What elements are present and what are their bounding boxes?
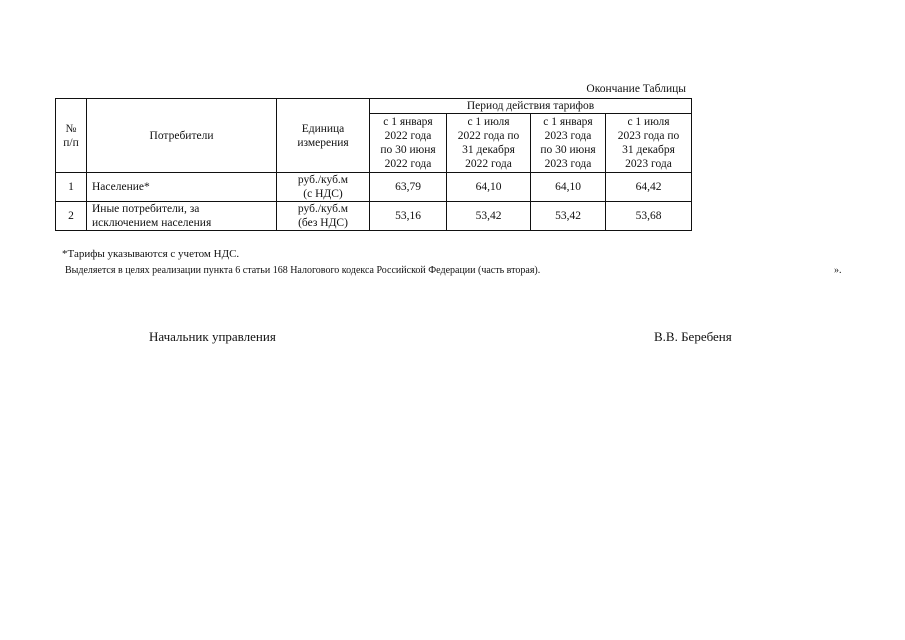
tariff-table (55, 98, 692, 231)
row-value-period-3: 53,42 (531, 202, 606, 231)
header-period-1: с 1 января 2022 года по 30 июня 2022 года (370, 114, 447, 173)
row-unit: руб./куб.м (с НДС) (277, 173, 370, 202)
row-consumer: Иные потребители, за исключением населения (87, 202, 277, 231)
vat-footnote: *Тарифы указываются с учетом НДС. (62, 248, 240, 260)
table-caption: Окончание Таблицы (586, 83, 686, 95)
header-unit: Единица измерения (277, 99, 370, 173)
row-value-period-1: 63,79 (370, 173, 447, 202)
row-value-period-3: 64,10 (531, 173, 606, 202)
row-unit: руб./куб.м (без НДС) (277, 202, 370, 231)
row-value-period-4: 53,68 (606, 202, 692, 231)
row-value-period-2: 64,10 (447, 173, 531, 202)
row-number: 1 (56, 173, 87, 202)
row-number: 2 (56, 202, 87, 231)
tax-code-note: Выделяется в целях реализации пункта 6 статьи 168 Налогового кодекса Российской Федерации (часть вторая). (65, 265, 541, 276)
header-period-4: с 1 июля 2023 года по 31 декабря 2023 года (606, 114, 692, 173)
row-consumer: Население* (87, 173, 277, 202)
header-period-2: с 1 июля 2022 года по 31 декабря 2022 года (447, 114, 531, 173)
closing-quote-mark: ». (834, 265, 842, 276)
row-value-period-4: 64,42 (606, 173, 692, 202)
signatory-position: Начальник управления (149, 329, 276, 344)
header-period-3: с 1 января 2023 года по 30 июня 2023 года (531, 114, 606, 173)
header-period-group: Период действия тарифов (370, 99, 692, 114)
header-consumers: Потребители (87, 99, 277, 173)
signatory-name: В.В. Беребеня (654, 329, 732, 344)
table-row (56, 173, 692, 202)
table-header-row (56, 99, 692, 114)
header-number: № п/п (56, 99, 87, 173)
row-value-period-2: 53,42 (447, 202, 531, 231)
row-value-period-1: 53,16 (370, 202, 447, 231)
table-row (56, 202, 692, 231)
